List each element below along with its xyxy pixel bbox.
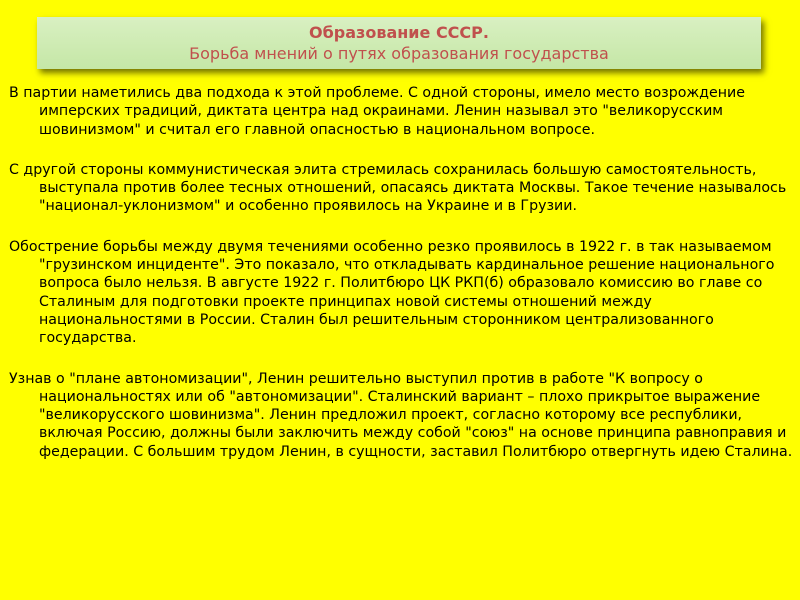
paragraph-1: В партии наметились два подхода к этой проблеме. С одной стороны, имело место возрождение имперских традиций, диктата центра над окраинами. Ленин называл это "великорусским шовинизмом" и считал его главной опасностью в национальном вопросе. [9, 85, 745, 138]
paragraph-2: С другой стороны коммунистическая элита стремилась сохранилась большую самостоятельность, выступала против более тесных отношений, опасаясь диктата Москвы. Такое течение называлось "национал-уклонизмом" и особенно проявилось на Украине и в Грузии. [9, 161, 787, 215]
paragraph-4: Узнав о "плане автономизации", Ленин решительно выступил против в работе "К вопросу о национальностях или об "автономизации". Сталинский вариант – плохо прикрытое выражение "великорусского шовинизма". Ленин предложил проект, согласно которому все республики, включая Россию, должны были заключить между собой "союз" на основе принципа равноправия и федерации. С большим трудом Ленин, в сущности, заставил Политбюро отвергнуть идею Сталина. [9, 370, 793, 460]
title-box [37, 17, 761, 69]
slide-title: Образование СССР. [309, 23, 489, 42]
paragraph-3: Обострение борьбы между двумя течениями особенно резко проявилось в 1922 г. в так называемом "грузинском инциденте". Это показало, что откладывать кардинальное решение национального вопроса было нельзя. В августе 1922 г. Политбюро ЦК РКП(б) образовало комиссию во главе со Сталиным для подготовки проекте принципах новой системы отношений между национальностями в России. Сталин был решительным сторонником централизованного государства. [9, 238, 775, 347]
slide-subtitle: Борьба мнений о путях образования государства [189, 44, 609, 63]
slide-body [9, 84, 793, 483]
